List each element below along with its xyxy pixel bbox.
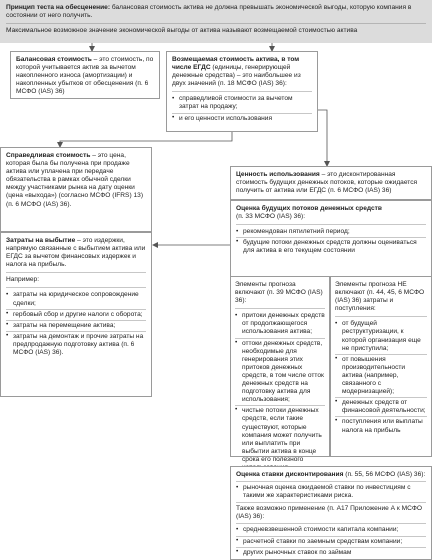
list-item: • от будущей реструктуризации, к которой организация еще не приступила; (335, 320, 427, 352)
discount-rate-box (230, 466, 432, 560)
list-item: • затраты на демонтаж и прочие затраты на предпродажную подготовку актива (п. 6 МСФО (IAS) 36). (6, 331, 146, 357)
disposal-title: Затраты на выбытие (6, 237, 76, 244)
list-item: • и его ценности использования (172, 113, 312, 123)
includes-list (235, 312, 325, 472)
discount-title: Оценка ставки дисконтирования (236, 471, 344, 478)
list-item: • чистые потоки денежных средств, если такие существуют, которые компания может получить или выплатить при выбытии актива в конце срока его полезного (235, 405, 325, 472)
list-item: • оттоки денежных средств, необходимые для генерирования этих притоков денежных средств, в том числе отток денежных средств на подготовку актива для использования; (235, 338, 325, 405)
fair-value-text: – это цена, которая была бы получена при продаже актива или уплачена при передаче обязательства в рамках обычной сделки между участниками рынка на дату оценки (цена «выхода») (согласно МСФО (IFRS) 13) (п. 6 МСФО (IAS) 36). (6, 152, 144, 208)
connector-to-fair-value (60, 132, 232, 147)
disposal-text: – это издержки, напрямую связанные с выбытием актива или ЕГДС за вычетом финансовых издержек и налога на прибыль. (6, 237, 146, 269)
recoverable-text: (единицы, генерирующей денежные средства) – это наибольшее из двух значений (п. 18 МСФО (IAS) 36): (172, 64, 301, 88)
future-cf-title: Оценка будущих потоков денежных средств (236, 205, 382, 212)
recoverable-title: Возмещаемая стоимость актива, в том числе ЕГДС (172, 56, 300, 72)
examples-label: Например: (6, 276, 40, 284)
list-item: • средневзвешенной стоимости капитала компании; (236, 526, 426, 534)
excludes-list (335, 320, 427, 434)
discount-also-text: Также возможно применение (п. А17 Приложение А к МСФО (IAS) 36): (236, 505, 423, 521)
list-item: • рекомендован пятилетний период; (236, 228, 426, 236)
list-item: • гербовый сбор и другие налоги с оборота; (6, 309, 146, 319)
list-item: • будущие потоки денежных средств должны оцениваться для актива в его текущем состоянии (236, 237, 426, 255)
list-item: • от повышения производительности актива (например, связанного с модернизацией); (335, 354, 427, 396)
discount-also-list (236, 526, 426, 556)
principle-title: Принцип теста на обесценение: (6, 4, 111, 11)
recoverable-amount-box (166, 51, 318, 132)
value-in-use-text: – это дисконтированная стоимость будущих денежных потоков, которые ожидается получить от актива или ЕГДС (п. 6 МСФО (IAS) 36) (236, 171, 418, 195)
fair-value-box (0, 147, 152, 232)
disposal-costs-box (0, 232, 152, 397)
fair-value-title: Справедливая стоимость (6, 152, 91, 159)
forecast-includes-box (230, 276, 330, 463)
discount-list (236, 484, 426, 500)
discount-ref: (п. 55, 56 МСФО (IAS) 36): (343, 471, 426, 478)
value-in-use-box (230, 166, 432, 200)
list-item: • притоки денежных средств от продолжающегося использования актива; (235, 312, 325, 336)
excludes-header: Элементы прогноза НЕ включают (п. 44, 45, 6 МСФО (IAS) 36) затраты и поступления: (335, 281, 425, 313)
list-item: • поступления или выплаты налога на прибыль (335, 416, 427, 434)
impairment-principle-box (0, 0, 432, 43)
carrying-text: – это стоимость, по которой учитывается актив за вычетом накопленного износа (амортизации) и накопленных убытков от обесценения (п. 6 МСФО (IAS) 36) (16, 56, 154, 96)
principle-text: балансовая стоимость актива не должна превышать экономической выгоды, которую компания в состоянии от него получить. (6, 4, 412, 20)
list-item: • рыночная оценка ожидаемой ставки по инвестициям с такими же характеристиками риска. (236, 484, 426, 500)
list-item: • затраты на юридическое сопровождение сделки; (6, 291, 146, 307)
carrying-title: Балансовая стоимость (16, 56, 92, 63)
future-cf-list (236, 228, 426, 255)
list-item: • справедливой стоимости за вычетом затрат на продажу; (172, 95, 312, 111)
connector-to-value-in-use (318, 110, 327, 166)
list-item: • расчетной ставки по заемным средствам компании; (236, 536, 426, 546)
recoverable-list (172, 95, 312, 122)
list-item: • денежных средств от финансовой деятельности; (335, 397, 427, 415)
carrying-amount-box (10, 51, 160, 99)
future-cf-ref: (п. 33 МСФО (IAS) 36): (236, 213, 306, 221)
principle-paragraph (6, 4, 426, 20)
disposal-list (6, 291, 146, 357)
list-item: • других рыночных ставок по займам (236, 547, 426, 557)
value-in-use-title: Ценность использования (236, 171, 320, 178)
max-value-text: Максимальное возможное значение экономической выгоды от актива называют возмещаемой стоимостью актива (6, 27, 358, 35)
forecast-excludes-box (330, 276, 432, 457)
includes-header: Элементы прогноза включают (п. 39 МСФО (IAS) 36): (235, 281, 323, 305)
list-item: • затраты на перемещение актива; (6, 320, 146, 330)
